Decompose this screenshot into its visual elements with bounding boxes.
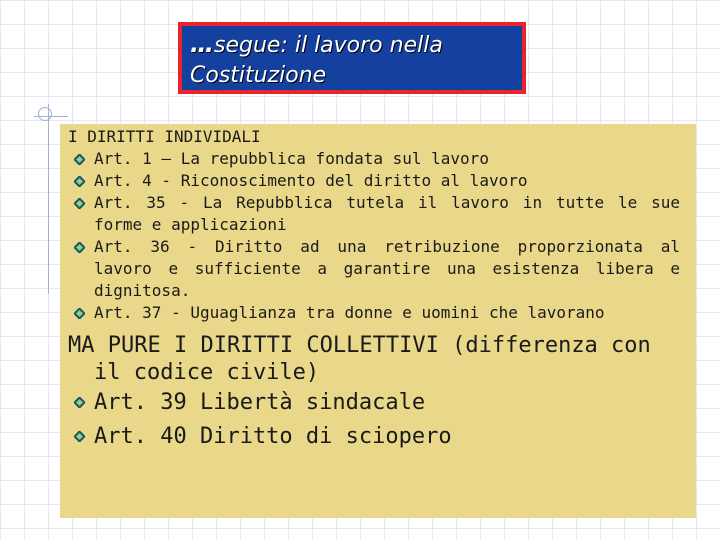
list-item [68, 386, 680, 420]
diamond-bullet-icon [74, 308, 85, 319]
list-item [68, 192, 680, 236]
diamond-bullet-icon [74, 242, 85, 253]
list-item-text: Art. 37 - Uguaglianza tra donne e uomini che lavorano [94, 303, 605, 322]
collective-rights-heading: MA PURE I DIRITTI COLLETTIVI (differenza con il codice civile) [68, 333, 651, 385]
list-item [68, 420, 680, 454]
decorative-guide-vertical [48, 104, 49, 294]
list-item-text: Art. 36 - Diritto ad una retribuzione proporzionata al lavoro e sufficiente a garantire una esistenza libera e dignitosa. [94, 237, 680, 300]
diamond-bullet-icon [74, 397, 85, 408]
individual-rights-heading: I DIRITTI INDIVIDALI [68, 127, 261, 146]
diamond-bullet-icon [74, 176, 85, 187]
diamond-bullet-icon [74, 198, 85, 209]
title-ellipsis: … [190, 30, 214, 58]
list-item [68, 236, 680, 302]
list-item-text: Art. 1 – La repubblica fondata sul lavoro [94, 149, 489, 168]
diamond-bullet-icon [74, 154, 85, 165]
list-item [68, 302, 680, 324]
list-item [68, 148, 680, 170]
list-item-text: Art. 4 - Riconoscimento del diritto al lavoro [94, 171, 528, 190]
list-item-text: Art. 35 - La Repubblica tutela il lavoro in tutte le sue forme e applicazioni [94, 193, 680, 234]
title-text: segue: il lavoro nella Costituzione [190, 33, 443, 88]
list-item-text: Art. 40 Diritto di sciopero [94, 424, 452, 449]
list-item-text: Art. 39 Libertà sindacale [94, 390, 426, 415]
decorative-guide-circle [38, 107, 52, 121]
list-item [68, 170, 680, 192]
slide-title [178, 22, 526, 94]
diamond-bullet-icon [74, 431, 85, 442]
content-panel [60, 124, 696, 518]
